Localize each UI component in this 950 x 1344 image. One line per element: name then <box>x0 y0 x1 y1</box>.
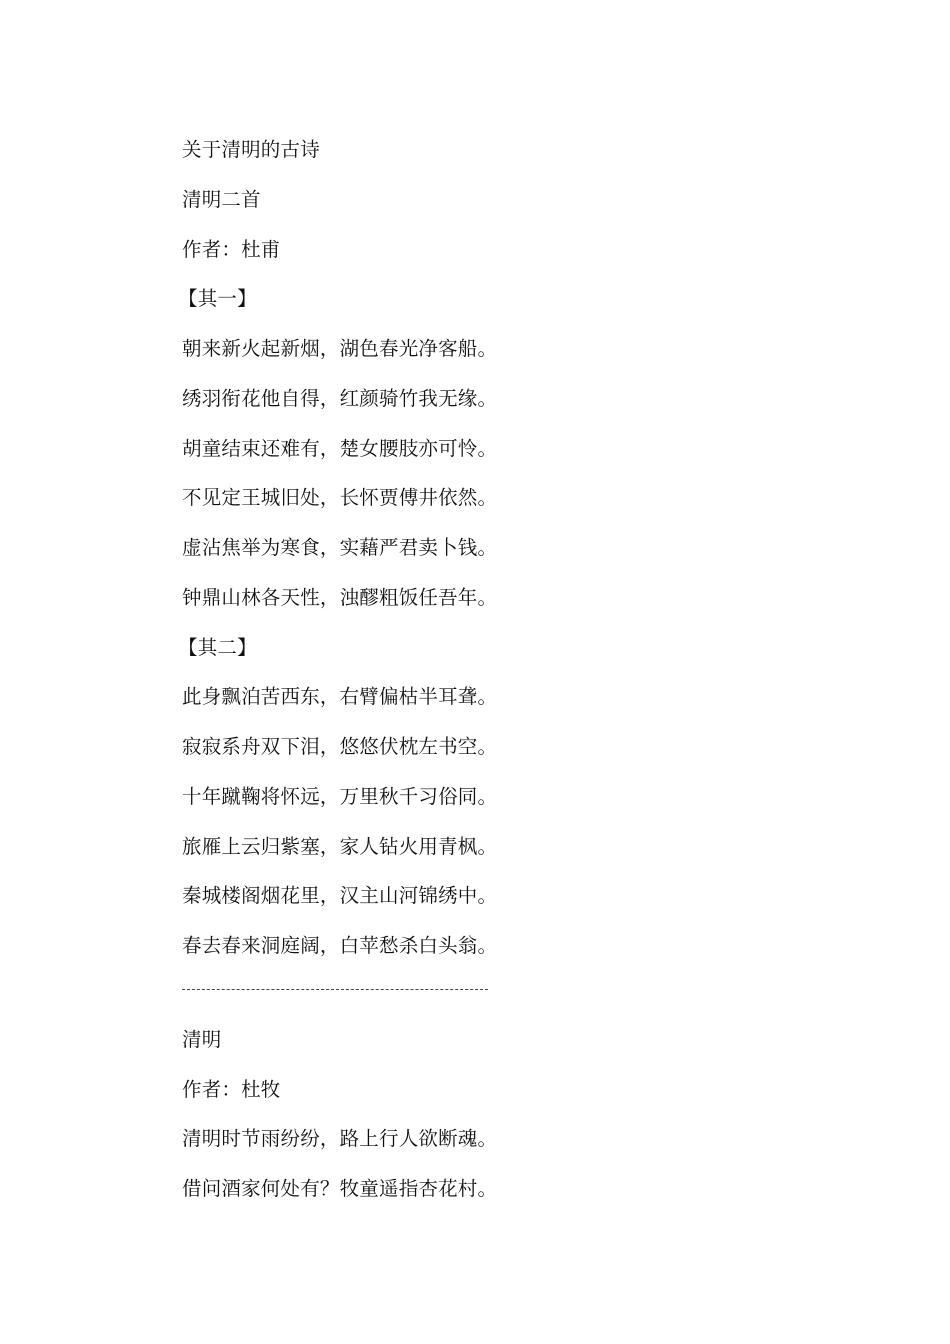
poem-title: 清明二首 <box>182 187 261 211</box>
poem-line: 清明时节雨纷纷，路上行人欲断魂。 <box>182 1127 498 1151</box>
poem-author: 作者：杜牧 <box>182 1077 281 1101</box>
poem-line: 虚沾焦举为寒食，实藉严君卖卜钱。 <box>182 536 498 559</box>
document-page <box>178 137 882 1226</box>
poem-line: 秦城楼阁烟花里，汉主山河锦绣中。 <box>182 884 498 908</box>
section-divider <box>182 983 882 997</box>
poem-line: 借问酒家何处有？牧童遥指杏花村。 <box>182 1177 498 1200</box>
poem-line: 此身飘泊苦西东，右臂偏枯半耳聋。 <box>182 685 498 709</box>
poem-line: 胡童结束还难有，楚女腰肢亦可怜。 <box>182 436 498 460</box>
document-title: 关于清明的古诗 <box>182 138 320 161</box>
poem-line: 不见定王城旧处，长怀贾傅井依然。 <box>182 486 498 510</box>
poem-line: 春去春来洞庭阔，白苹愁杀白头翁。 <box>182 934 498 957</box>
poem-line: 朝来新火起新烟，湖色春光净客船。 <box>182 337 498 360</box>
poem-author: 作者：杜甫 <box>182 237 281 261</box>
poem-line: 寂寂系舟双下泪，悠悠伏枕左书空。 <box>182 735 498 758</box>
poem-title: 清明 <box>182 1027 222 1051</box>
section-marker-2: 【其二】 <box>178 635 257 659</box>
poem-line: 十年蹴鞠将怀远，万里秋千习俗同。 <box>182 784 498 808</box>
section-marker-1: 【其一】 <box>178 287 257 311</box>
poem-line: 旅雁上云归紫塞，家人钻火用青枫。 <box>182 834 498 858</box>
poem-line: 绣羽衔花他自得，红颜骑竹我无缘。 <box>182 386 498 410</box>
poem-line: 钟鼎山林各天性，浊醪粗饭任吾年。 <box>182 585 498 609</box>
dashed-rule <box>182 989 488 990</box>
